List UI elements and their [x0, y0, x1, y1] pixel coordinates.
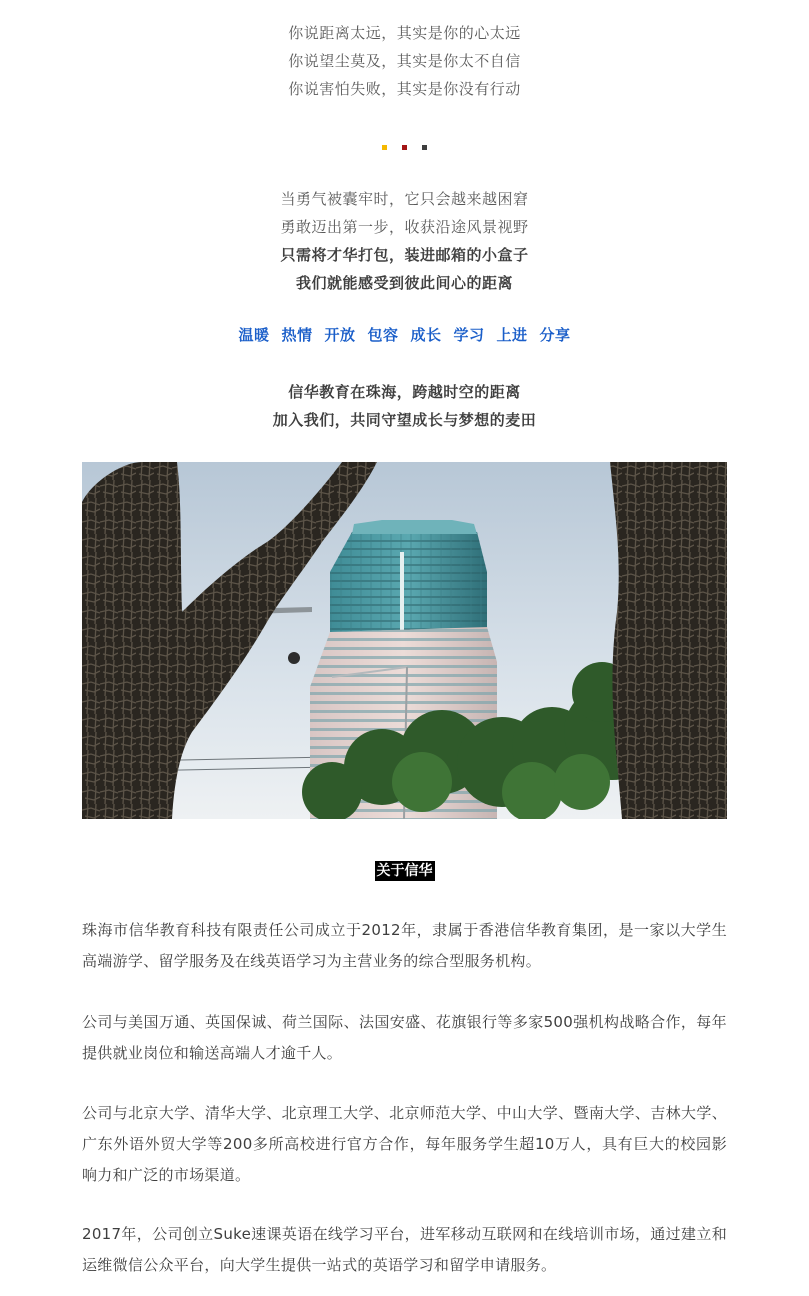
value-keyword: 学习 — [453, 326, 485, 344]
value-keyword: 热情 — [281, 326, 313, 344]
slogan-line: 加入我们，共同守望成长与梦想的麦田 — [272, 411, 537, 429]
poem-line-bold: 我们就能感受到彼此间心的距离 — [295, 274, 513, 292]
value-keyword: 上进 — [496, 326, 528, 344]
value-keyword: 温暖 — [238, 326, 270, 344]
value-keyword: 开放 — [324, 326, 356, 344]
values-row — [0, 323, 809, 347]
building-photo — [82, 462, 727, 819]
about-paragraph: 公司与北京大学、清华大学、北京理工大学、北京师范大学、中山大学、暨南大学、吉林大学、广东外语外贸大学等200多所高校进行官方合作，每年服务学生超10万人，具有巨大的校园影响力和广泛的市场渠道。 — [82, 1104, 727, 1184]
divider-dot-yellow — [382, 145, 387, 150]
poem-line-bold: 只需将才华打包，装进邮箱的小盒子 — [280, 246, 529, 264]
divider-dot-dark — [422, 145, 427, 150]
poem-line: 勇敢迈出第一步，收获沿途风景视野 — [280, 218, 529, 236]
poem-top — [0, 19, 809, 103]
slogan-line: 信华教育在珠海，跨越时空的距离 — [288, 383, 521, 401]
poem-line: 你说距离太远，其实是你的心太远 — [288, 24, 521, 42]
section-title-label: 关于信华 — [376, 863, 433, 879]
poem-line: 你说害怕失败，其实是你没有行动 — [288, 80, 521, 98]
about-paragraph: 珠海市信华教育科技有限责任公司成立于2012年，隶属于香港信华教育集团，是一家以大学生高端游学、留学服务及在线英语学习为主营业务的综合型服务机构。 — [82, 921, 727, 970]
divider-dots — [0, 145, 809, 150]
building-photo-illustration — [82, 462, 727, 819]
section-title-about — [0, 860, 809, 881]
value-keyword: 成长 — [410, 326, 442, 344]
divider-dot-red — [402, 145, 407, 150]
value-keyword: 分享 — [539, 326, 571, 344]
about-paragraph: 公司与美国万通、英国保诚、荷兰国际、法国安盛、花旗银行等多家500强机构战略合作，每年提供就业岗位和输送高端人才逾千人。 — [82, 1013, 727, 1062]
about-paragraph: 2017年，公司创立Suke速课英语在线学习平台，进军移动互联网和在线培训市场，通过建立和运维微信公众平台，向大学生提供一站式的英语学习和留学申请服务。 — [82, 1225, 727, 1274]
value-keyword: 包容 — [367, 326, 399, 344]
poem-line: 你说望尘莫及，其实是你太不自信 — [288, 52, 521, 70]
slogan — [0, 378, 809, 434]
poem-line: 当勇气被囊牢时，它只会越来越困窘 — [280, 190, 529, 208]
poem-middle — [0, 185, 809, 297]
